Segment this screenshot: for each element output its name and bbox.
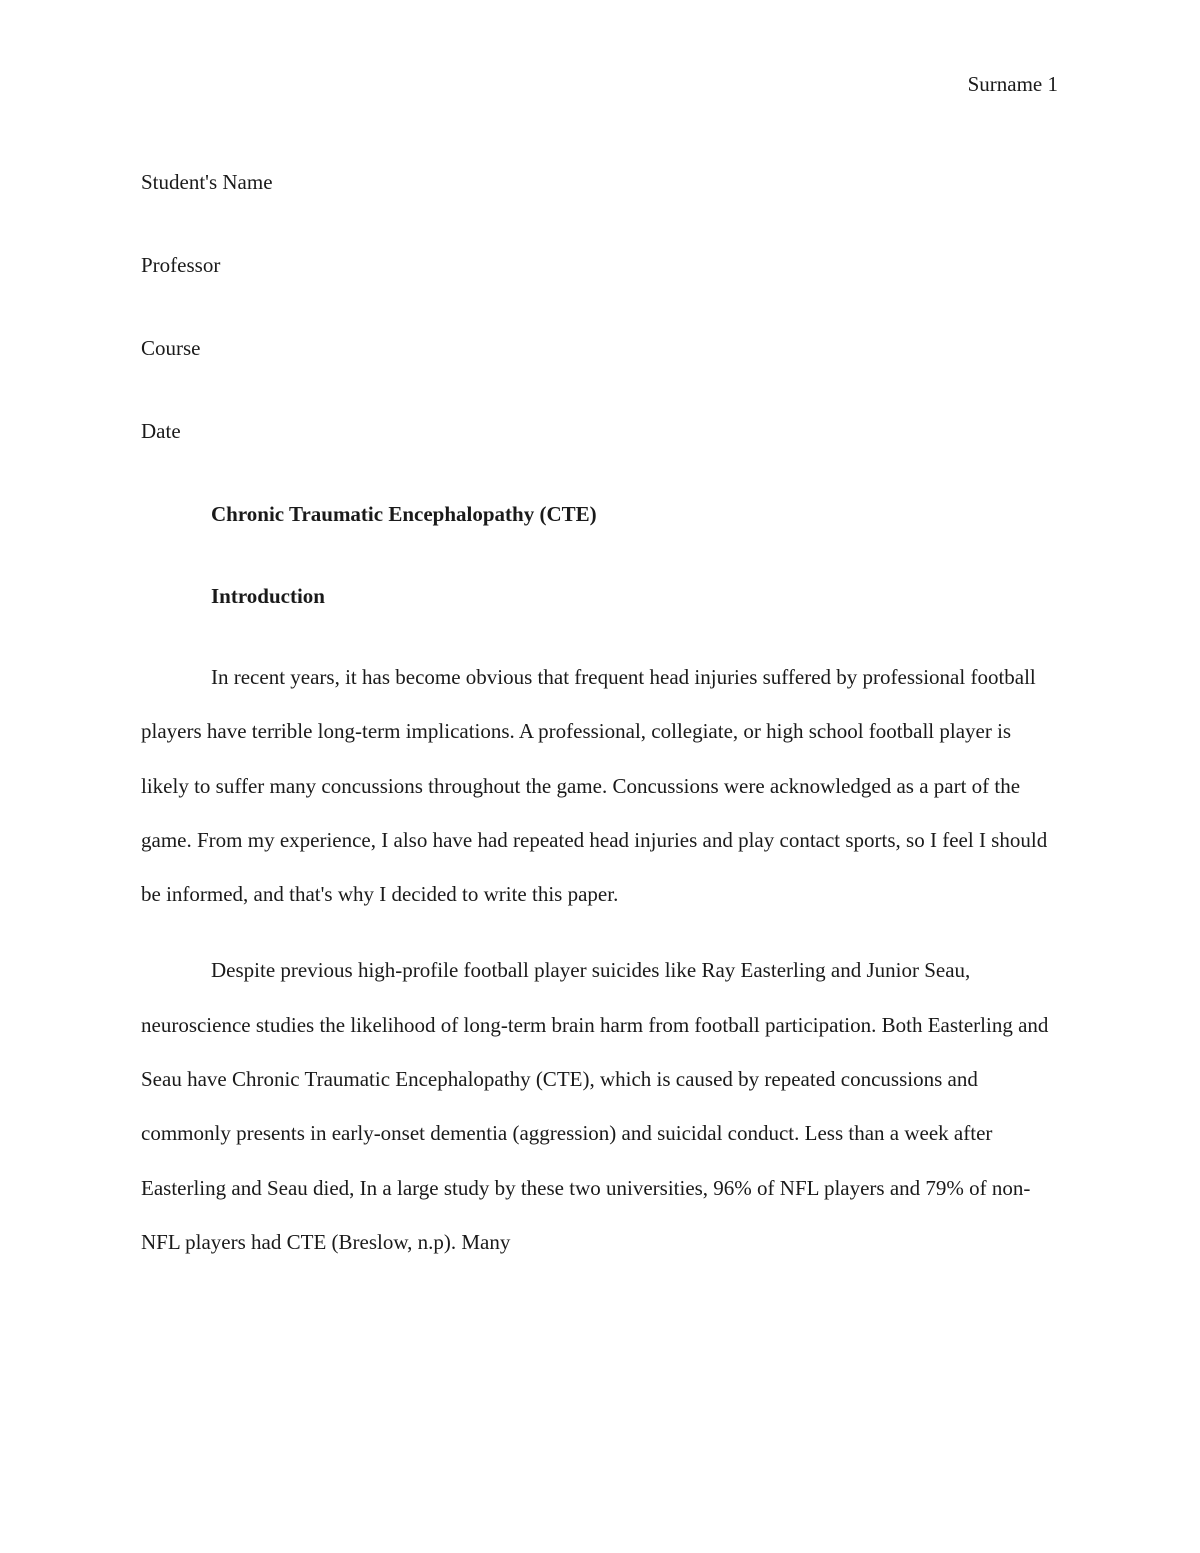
- section-heading-introduction: Introduction: [211, 584, 325, 608]
- document-body: [141, 168, 1059, 1269]
- paragraph: Despite previous high-profile football player suicides like Ray Easterling and Junior Seau, neuroscience studies the likelihood of long-term brain harm from football participation. Both Easterling and Seau have Chronic Traumatic Encephalopathy (CTE), which is caused by repeated concussions and commonly presents in early-onset dementia (aggression) and suicidal conduct. Less than a week after Easterling and Seau died, In a large study by these two universities, 96% of NFL players and 79% of non-NFL players had CTE (Breslow, n.p). Many: [141, 958, 1049, 1254]
- paragraph: In recent years, it has become obvious that frequent head injuries suffered by professional football players have terrible long-term implications. A professional, collegiate, or high school football player is likely to suffer many concussions throughout the game. Concussions were acknowledged as a part of the game. From my experience, I also have had repeated head injuries and play contact sports, so I feel I should be informed, and that's why I decided to write this paper.: [141, 665, 1048, 907]
- student-name: Student's Name: [141, 170, 273, 194]
- running-head: Surname 1: [967, 72, 1058, 96]
- date-line: Date: [141, 419, 181, 443]
- course-name: Course: [141, 336, 201, 360]
- professor-name: Professor: [141, 253, 221, 277]
- document-title: Chronic Traumatic Encephalopathy (CTE): [211, 502, 597, 526]
